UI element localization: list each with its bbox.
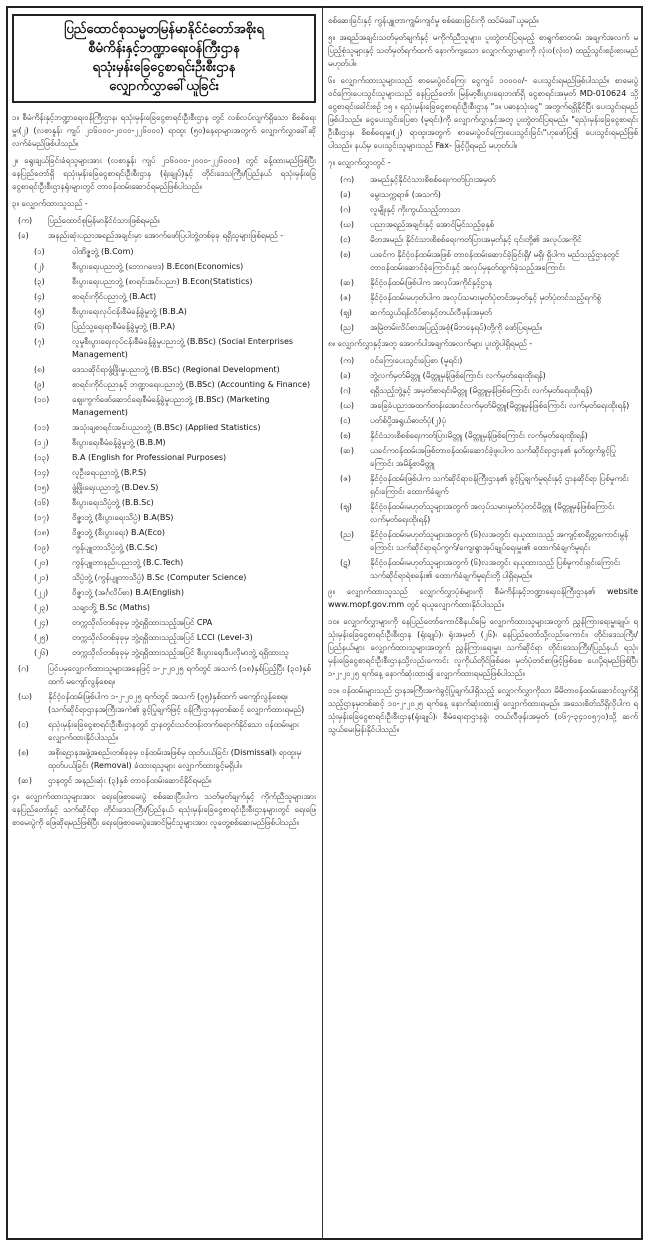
degree-item	[12, 305, 316, 318]
right-paragraphs-after	[328, 585, 638, 736]
list-item-text: နိုင်ငံ့ဝန်ထမ်းဖြစ်ပါက အလုပ်အကိုင်နှင့်ဌာန	[370, 278, 493, 287]
list-item-text: နိုင်ငံ့ဝန်ထမ်းမဟုတ်ပါက အလုပ်သမားမှတ်ပုံတင်အမှတ်နှင့် မှတ်ပုံတင်သည့်ရက်စွဲ	[370, 293, 602, 302]
list-item-text: ပြည်ထောင်စုမြန်မာနိုင်ငံသားဖြစ်ရမည်။	[48, 216, 160, 225]
list-item	[328, 354, 638, 367]
degree-item	[12, 363, 316, 376]
degree-item-number: (၁၈)	[34, 528, 50, 537]
degree-item-text: သိပ္ပံဘွဲ့ (ကွန်ပျူတာသိပ္ပံ) B.Sc (Computer Science)	[72, 573, 247, 582]
degree-item-text: ဒေသဆိုင်ရာဖွံ့ဖြိုးမှုပညာဘွဲ့ (B.BSc) (Regional Development)	[72, 365, 280, 374]
degree-item	[12, 601, 316, 614]
paragraph: ၇။ လျှောက်လွှာတွင် -	[328, 158, 391, 167]
paragraph: ၃။ လျှောက်ထားသူသည် -	[12, 199, 88, 208]
paragraph: ၁။ စီမံကိန်းနှင့်ဘဏ္ဍာရေးဝန်ကြီးဌာန၊ ရသုံးမှန်းခြေငွေစာရင်းဦးစီးဌာန တွင် လစ်လပ်လျက်ရှိသော စိစစ်ရေးမှူး(၂) (လစာနှုန်း ကျပ် ၂၁၆၀၀၀-၂၀၀၀-၂၂၆၀၀၀) ရာထူး (၅၀)နေရာများအတွက် လျှောက်လွှာခေါ်ဆို လက်ခံမည်ဖြစ်ပါသည်။	[12, 113, 316, 148]
degree-item-number: (၃)	[34, 277, 45, 286]
list-item	[328, 173, 638, 186]
degree-item-text: ဝါဏိဇ္ဇဘွဲ့ (B.Com)	[72, 247, 134, 256]
degree-item-number: (၂၄)	[34, 618, 49, 627]
degree-item-text: သချာင်္ဘွဲ့ B.Sc (Maths)	[72, 603, 151, 612]
list-item-number: (ဈ)	[340, 308, 352, 317]
list-item	[328, 369, 638, 382]
list-item-number: (ဈ)	[340, 502, 352, 511]
list-item-number: (ည)	[340, 530, 354, 539]
degree-item-number: (၇)	[34, 337, 45, 346]
degree-item	[12, 526, 316, 539]
list-item-number: (ဋ)	[340, 558, 351, 567]
list-item	[328, 429, 638, 442]
degree-item-number: (၁၃)	[34, 453, 50, 462]
paragraph: ၂။ ရွေးချယ်ခြင်းခံရသူများအား (လစာနှုန်း ကျပ် ၂၁၆၀၀၀-၂၀၀၀-၂၂၆၀၀၀) တွင် ခန့်ထားမည်ဖြစ်ပြီး နေပြည်တော်ရှိ ရသုံးမှန်းခြေငွေစာရင်းဦးစီးဌာန (ရုံးချုပ်)နှင့် တိုင်းဒေသကြီး/ပြည်နယ် ရသုံးမှန်းခြေငွေစာရင်းဦးစီးဌာနရုံးများတွင် တာဝန်ထမ်းဆောင်ရမည်ဖြစ်ပါသည်။	[12, 156, 316, 191]
degree-item-number: (၁၇)	[34, 513, 50, 522]
degree-item	[12, 451, 316, 464]
list-item	[328, 276, 638, 289]
degree-item-number: (၁၉)	[34, 543, 50, 552]
degree-item-number: (၆)	[34, 322, 45, 331]
degree-item-number: (၁၄)	[34, 468, 50, 477]
degree-item-number: (၁၅)	[34, 483, 50, 492]
degree-item-text: ဝိဇ္ဇာဘွဲ့ (စီးပွားရေး) B.A(Eco)	[72, 528, 166, 537]
list-item	[328, 528, 638, 554]
degree-item-number: (၁)	[34, 247, 45, 256]
degree-item-text: ကွန်ပျူတာသိပ္ပံဘွဲ့ (B.C.Sc)	[72, 543, 158, 552]
list-item-text: ဘွဲ့လက်မှတ်မိတ္တူ (မိတ္တူမှန်ဖြစ်ကြောင်း လက်မှတ်ရေးထိုးရန်)	[370, 371, 546, 380]
degree-item-text: တက္ကသိုလ်တစ်ခုခုမှ ဘွဲ့ရရှိထားသည့်အပြင် LCCI (Level-3)	[72, 633, 253, 642]
degree-item-text: ပြည်သူ့ရေးရာစီမံခန့်ခွဲမှုဘွဲ့ (B.P.A)	[72, 322, 176, 331]
list-item-number: (ခ)	[18, 231, 29, 240]
list-item-number: (ဆ)	[340, 446, 354, 455]
degree-item-text: B.A (English for Professional Purposes)	[72, 453, 227, 462]
paragraph: ၅။ အရည်အချင်းသတ်မှတ်ချက်နှင့် မကိုက်ညီသူများ၊ ပူးတွဲတင်ပြရမည့် စာရွက်စာတမ်း အချက်အလက် မပြည့်စုံသူများနှင့် သတ်မှတ်ရက်ထက် နောက်ကျသော လျှောက်လွှာများကို လုံးဝ(လုံးဝ) ထည့်သွင်းစဉ်းစားမည်မဟုတ်ပါ။	[328, 33, 638, 68]
list-item-text: မွေးသက္ကရာဇ် (အသက်)	[370, 190, 441, 199]
degree-item-text: လူမှုစီးပွားရေးလုပ်ငန်းစီမံခန့်ခွဲမှုပညာဘွဲ့ (B.BSc) (Social Enterprises Management)	[72, 337, 294, 359]
list-item-number: (စ)	[340, 431, 351, 440]
column-divider	[322, 6, 323, 1240]
list-item-text: ပညာအရည်အချင်းနှင့် အောင်မြင်သည့်ခုနှစ်	[370, 220, 495, 229]
list-item-text: ဌာနတွင် အနည်းဆုံး (၃)နှစ် တာဝန်ထမ်းဆောင်နိုင်ရမည်။	[48, 776, 212, 785]
attachments-list	[328, 354, 638, 582]
list-item	[12, 229, 316, 242]
list-item	[328, 291, 638, 304]
paragraph: ၄။ လျှောက်ထားသူများအား ရေးဖြေစာမေးပွဲ စစ်ဆေးပြီးပါက သတ်မှတ်ချက်နှင့် ကိုက်ညီသူများအား နေပြည်တော်နှင့် သက်ဆိုင်ရာ တိုင်းဒေသကြီး/ပြည်နယ် ရသုံးမှန်းခြေငွေစာရင်းဦးစီးဌာနများတွင် ရေးဖြေစာမေးပွဲကို ဖြေဆိုရမည်ဖြစ်ပြီး ရေးဖြေစာမေးပွဲအောင်မြင်သူများအား လူတွေ့စစ်ဆေးမည်ဖြစ်ပါသည်။	[12, 792, 316, 827]
degree-item	[12, 586, 316, 599]
degree-item-number: (၁၁)	[34, 423, 50, 432]
paragraph: စစ်ဆေးခြင်းနှင့် ကွန်ပျူတာကျွမ်းကျင်မှု စစ်ဆေးခြင်းကို ထပ်မံခေါ်ယူမည်။	[328, 16, 539, 25]
attachments-heading: ၈။ လျှောက်လွှာနှင့်အတူ အောက်ပါအချက်အလက်များ ပူးတွဲပါရှိရမည် -	[328, 339, 533, 348]
list-item-number: (ဃ)	[340, 220, 355, 229]
degree-item-text: စီးပွားရေးပညာဘွဲ့ (စာရင်းအင်းပညာ) B.Econ(Statistics)	[72, 277, 253, 286]
paragraph: ၁၀။ လျှောက်လွှာများကို နေပြည်တော်ကောင်စီနယ်မြေ လျှောက်ထားသူများအတွက် ညွှန်ကြားရေးမှူးချုပ်၊ ရသုံးမှန်းခြေငွေစာရင်းဦးစီးဌာန (ရုံးချုပ်)၊ ရုံးအမှတ် (၂၆)၊ နေပြည်တော်သို့လည်းကောင်း၊ တိုင်းဒေသကြီး/ပြည်နယ်များ လျှောက်ထားသူများအတွက် ညွှန်ကြားရေးမှူး၊ သက်ဆိုင်ရာ တိုင်းဒေသကြီး/ပြည်နယ် ရသုံးမှန်းခြေငွေစာရင်းဦးစီးဌာနသို့လည်းကောင်း လူကိုယ်တိုင်ဖြစ်စေ၊ မှတ်ပုံတင်စာဖြင့်ဖြစ်စေ ပေးပို့ရမည်ဖြစ်ပြီး ၁-၂-၂၀၂၅ ရက်နေ့ နောက်ဆုံးထား၍ လျှောက်ထားရမည်ဖြစ်ပါသည်။	[328, 617, 638, 678]
list-item-number: (က)	[340, 175, 355, 184]
degree-item-number: (၂၀)	[34, 558, 49, 567]
list-item-text: ရသုံးမှန်းခြေငွေစာရင်းဦးစီးဌာနတွင် ဌာနတွင်းသင်တန်းတက်ရောက်နိုင်သော ဝန်ထမ်းများလျှောက်ထားနိုင်ပါသည်။	[48, 720, 299, 742]
left-column	[12, 14, 316, 1236]
list-item	[328, 188, 638, 201]
degree-item-text: ဝိဇ္ဇာဘွဲ့ (အင်္ဂလိပ်စာ) B.A(English)	[72, 588, 184, 597]
list-item-number: (င)	[340, 235, 351, 244]
list-item-number: (စ)	[18, 748, 29, 757]
list-item-number: (ဇ)	[340, 293, 351, 302]
list-item-number: (င)	[340, 416, 351, 425]
list-item	[12, 690, 316, 716]
eligibility-list	[12, 662, 316, 787]
degree-list	[12, 245, 316, 659]
list-item	[12, 214, 316, 227]
degree-item-text: အသုံးချစာရင်းအင်းပညာဘွဲ့ (B.BSc) (Applied Statistics)	[72, 423, 261, 432]
degree-item	[12, 393, 316, 419]
list-item-text: အစိုးရဌာနအဖွဲ့အစည်းတစ်ခုခုမှ ဝန်ထမ်းအဖြစ်မှ ထုတ်ပယ်ခြင်း (Dismissal)၊ ရာထူးမှထုတ်ပယ်ခြင်း (Removal) ခံထားရသူများ လျှောက်ထားခွင့်မရှိပါ။	[48, 748, 302, 770]
degree-item-number: (၉)	[34, 380, 45, 389]
degree-item-text: စာရင်းကိုင်ပညာဘွဲ့ (B.Act)	[72, 292, 157, 301]
list-item	[328, 500, 638, 526]
list-item-number: (က)	[340, 356, 355, 365]
degree-item	[12, 511, 316, 524]
list-item-text: အမည်နှင့်နိုင်ငံသားစိစစ်ရေးကတ်ပြားအမှတ်	[370, 175, 496, 184]
qualification-list	[12, 214, 316, 242]
list-item-number: (ဆ)	[340, 278, 354, 287]
degree-item	[12, 541, 316, 554]
degree-item-text: စီးပွားရေးပညာဘွဲ့ (ဘောဂဗေဒ) B.Econ(Economics)	[72, 262, 244, 271]
degree-item-text: စီးပွားရေးလုပ်ငန်းစီမံခန့်ခွဲမှုဘွဲ့ (B.B.A)	[72, 307, 187, 316]
degree-item	[12, 320, 316, 333]
degree-item-number: (၅)	[34, 307, 45, 316]
degree-item	[12, 466, 316, 479]
list-item-text: အနည်းဆုံးပညာအရည်အချင်းမှာ အောက်ဖော်ပြပါဘွဲ့တစ်ခုခု ရရှိသူများဖြစ်ရမည် -	[48, 231, 284, 240]
list-item-number: (ဂ)	[18, 664, 29, 673]
degree-item-number: (၂၁)	[34, 573, 49, 582]
paragraph: ၁၁။ ဝန်ထမ်းများသည် ဌာနအကြီးအကဲခွင့်ပြုချက်ပါရှိသည့် လျှောက်လွှာကိုသာ မိမိတာဝန်ထမ်းဆောင်လျက်ရှိသည့်ဌာနမှတစ်ဆင့် ၁၀-၂-၂၀၂၅ ရက်နေ့ နောက်ဆုံးထား၍ လျှောက်ထားရမည်။ အသေးစိတ်သိရှိလိုပါက ရသုံးမှန်းခြေငွေစာရင်းဦးစီးဌာန(ရုံးချုပ်)၊ စီမံရေးရာဌာနခွဲ၊ တယ်လီဖုန်းအမှတ် (၀၆၇-၃၄၁၀၅၇၀)သို့ ဆက်သွယ်မေးမြန်းနိုင်ပါသည်။	[328, 686, 638, 734]
degree-item-number: (၂)	[34, 262, 45, 271]
degree-item	[12, 556, 316, 569]
degree-item-number: (၈)	[34, 365, 45, 374]
degree-item-number: (၁၀)	[34, 395, 50, 404]
degree-item-text: လူဦးရေပညာဘွဲ့ (B.P.S)	[72, 468, 147, 477]
list-item-text: ပြင်ပမှလျှောက်ထားသူများအနေဖြင့် ၁-၂-၂၀၂၅ ရက်တွင် အသက် (၁၈)နှစ်ပြည့်ပြီး (၃၀)နှစ်ထက် မကျော်လွန်စေရ။	[48, 664, 311, 686]
list-item-number: (ဇ)	[340, 474, 351, 483]
list-item-text: အမြဲတမ်းလိပ်စာအပြည့်အစုံ(မိဘနေရပ်)တို့ကို ဖော်ပြရမည်။	[370, 323, 543, 332]
degree-item-number: (၄)	[34, 292, 45, 301]
right-column	[328, 14, 638, 1236]
degree-item	[12, 275, 316, 288]
right-paragraphs	[328, 14, 638, 169]
title-box	[12, 14, 316, 103]
list-item-number: (ဂ)	[340, 386, 351, 395]
degree-item-number: (၂၂)	[34, 588, 49, 597]
degree-item-text: စီးပွားရေးစီမံခန့်ခွဲမှုဘွဲ့ (B.B.M)	[72, 438, 166, 447]
degree-item-number: (၂၅)	[34, 633, 49, 642]
list-item-text: ယခင်က နိုင်ငံ့ဝန်ထမ်းအဖြစ် တာဝန်ထမ်းဆောင်ခဲ့ခြင်းရှိ/ မရှိ၊ ရှိပါက မည်သည့်ဌာနတွင် တာဝန်ထမ်းဆောင်ခဲ့ကြောင်းနှင့် အလုပ်မှနုတ်ထွက်ခဲ့သည့်အကြောင်း	[370, 250, 620, 272]
degree-item	[12, 616, 316, 629]
list-item	[328, 233, 638, 246]
list-item	[12, 662, 316, 688]
list-item-text: ပတ်စ်ပို့အရွယ်ဓာတ်ပုံ(၂)ပုံ	[370, 416, 446, 425]
list-item-text: ဝင်ကြေးပေးသွင်းပြေစာ (မူရင်း)	[370, 356, 463, 365]
list-item-text: ရရှိသည့်ဘွဲ့နှင့် အမှတ်စာရင်းမိတ္တူ (မိတ္တူမှန်ဖြစ်ကြောင်း လက်မှတ်ရေးထိုးရန်)	[370, 386, 593, 395]
list-item-text: နိုင်ငံ့ဝန်ထမ်းမဟုတ်သူများအတွက် အလုပ်သမားမှတ်ပုံတင်မိတ္တူ (မိတ္တူမှန်ဖြစ်ကြောင်း လက်မှတ်ရေးထိုးရန်)	[370, 502, 615, 524]
paragraph: ၆။ လျှောက်ထားသူများသည် စာမေးပွဲဝင်ကြေး ငွေကျပ် ၁၀၀၀၀/- ပေးသွင်းရမည်ဖြစ်ပါသည်။ စာမေးပွဲဝင်ကြေးပေးသွင်းသူများသည် နေပြည်တော်၊ မြန်မာ့စီးပွားရေးဘဏ်ရှိ ငွေစာရင်းအမှတ် MD-010624 သို့ ငွေစာရင်းခေါင်းစဉ် ၁၅ ။ ရသုံးမှန်းခြေငွေစာရင်းဦးစီးဌာန "ဒ။ ပဓာနသုံးငွေ" အတွက်ရရှိနိုင်ပြီး ပေးသွင်းရမည်ဖြစ်ပါသည်။ ငွေပေးသွင်းပြေစာ (မူရင်း)ကို လျှောက်လွှာနှင့်အတူ ပူးတွဲတင်ပြရမည်။ "ရသုံးမှန်းခြေငွေစာရင်းဦးစီးဌာန၊ စိစစ်ရေးမှူး(၂) ရာထူးအတွက် စာမေးပွဲဝင်ကြေးပေးသွင်းခြင်း"ဟုဖော်ပြ၍ ပေးသွင်းရမည်ဖြစ်ပါသည်။ နယ်မှ ပေးသွင်းသူများသည် Fax- ဖြင့်ပို့ရမည် မဟုတ်ပါ။	[328, 76, 638, 150]
list-item-text: နိုင်ငံ့ဝန်ထမ်းဖြစ်ပါက သက်ဆိုင်ရာဝန်ကြီးဌာန၏ ခွင့်ပြုချက်မူရင်းနှင့် ဌာနဆိုင်ရာ ပြစ်မှုကင်းရှင်းကြောင်း ထောက်ခံချက်	[370, 474, 629, 496]
degree-item-text: စာရင်းကိုင်ပညာနှင့် ဘဏ္ဍာရေးပညာဘွဲ့ (B.BSc) (Accounting & Finance)	[72, 380, 311, 389]
degree-item	[12, 436, 316, 449]
list-item	[328, 218, 638, 231]
degree-item	[12, 290, 316, 303]
list-item-text: နိုင်ငံ့ဝန်ထမ်းမဟုတ်သူများအတွက် (၆)လအတွင်း ရယူထားသည့် အကျင့်စာရိတ္တကောင်းမွန်ကြောင်း သက်ဆိုင်ရာရပ်ကွက်/ကျေးရွာအုပ်ချုပ်ရေးမှူး၏ ထောက်ခံချက်မူရင်း	[370, 530, 629, 552]
list-item	[12, 718, 316, 744]
list-item-number: (ည)	[340, 323, 354, 332]
list-item-text: လူမျိုးနှင့် ကိုးကွယ်သည့်ဘာသာ	[370, 205, 461, 214]
degree-item	[12, 260, 316, 273]
list-item	[12, 746, 316, 772]
list-item-text: အခြေခံပညာအထက်တန်းအောင်လက်မှတ်မိတ္တူ(မိတ္တူမှန်ဖြစ်ကြောင်း လက်မှတ်ရေးထိုးရန်)	[370, 401, 630, 410]
left-paragraphs-after	[12, 790, 316, 829]
degree-item	[12, 481, 316, 494]
list-item-number: (ဆ)	[18, 776, 32, 785]
title-line-department: ရသုံးမှန်းခြေငွေစာရင်းဦးစီးဌာန	[92, 60, 236, 75]
degree-item	[12, 335, 316, 361]
degree-item-text: ဈေးကွက်ဖော်ဆောင်ရေးစီမံခန့်ခွဲမှုပညာဘွဲ့ (B.BSc) (Marketing Management)	[72, 395, 270, 417]
list-item-text: ယခင်ကဝန်ထမ်းအဖြစ်တာဝန်ထမ်းဆောင်ခဲ့ဖူးပါက သက်ဆိုင်ရာဌာန၏ နုတ်ထွက်ခွင့်ပြုကြောင်း အမိန့်စာမိတ္တူ	[370, 446, 616, 468]
degree-item	[12, 421, 316, 434]
list-item-text: မိဘအမည်၊ နိုင်ငံသားစိစစ်ရေးကတ်ပြားအမှတ်နှင့် ၎င်းတို့၏ အလုပ်အကိုင်	[370, 235, 582, 244]
list-item	[328, 306, 638, 319]
list-item	[328, 399, 638, 412]
paragraph: ၉။ လျှောက်ထားသူသည် လျှောက်လွှာပုံစံများကို စီမံကိန်းနှင့်ဘဏ္ဍာရေးဝန်ကြီးဌာန၏ website www.mopf.gov.mm တွင် ရယူလျှောက်ထားနိုင်ပါသည်။	[328, 587, 638, 609]
degree-item-text: ဝိဇ္ဇာဘွဲ့ (စီးပွားရေးသိပ္ပံ) B.A(BS)	[72, 513, 174, 522]
list-item-text: နိုင်ငံသားစိစစ်ရေးကတ်ပြားမိတ္တူ (မိတ္တူမှန်ဖြစ်ကြောင်း လက်မှတ်ရေးထိုးရန်)	[370, 431, 588, 440]
left-paragraphs	[12, 111, 316, 210]
title-line-call-for-applications: လျှောက်လွှာခေါ်ယူခြင်း	[109, 79, 219, 94]
degree-item	[12, 245, 316, 258]
list-item-number: (ဂ)	[340, 205, 351, 214]
list-item	[328, 414, 638, 427]
list-item	[12, 774, 316, 787]
list-item-number: (ခ)	[340, 371, 351, 380]
list-item	[328, 384, 638, 397]
list-item	[328, 203, 638, 216]
list-item-text: နိုင်ငံ့ဝန်ထမ်းမဟုတ်သူများအတွက် (၆)လအတွင်း ရယူထားသည့် ပြစ်မှုကင်းရှင်းကြောင်း သက်ဆိုင်ရာရဲစခန်း၏ ထောက်ခံချက်မူရင်းတို့ ပါရှိရမည်။	[370, 558, 621, 580]
degree-item	[12, 378, 316, 391]
degree-item	[12, 646, 316, 659]
degree-item-text: တက္ကသိုလ်တစ်ခုခုမှ ဘွဲ့ရရှိထားသည့်အပြင် CPA	[72, 618, 213, 627]
list-item-text: နိုင်ငံ့ဝန်ထမ်းဖြစ်ပါက ၁-၂-၂၀၂၅ ရက်တွင် အသက် (၃၅)နှစ်ထက် မကျော်လွန်စေရ။ (သက်ဆိုင်ရာဌာနအကြီးအကဲ၏ ခွင့်ပြုချက်ဖြင့် ဝန်ကြီးဌာနမှတစ်ဆင့် လျှောက်ထားရမည်)	[48, 692, 305, 714]
degree-item-number: (၁၆)	[34, 498, 50, 507]
list-item-number: (က)	[18, 216, 33, 225]
list-item-text: ဆက်သွယ်ရန်လိပ်စာနှင့်တယ်လီဖုန်းအမှတ်	[370, 308, 492, 317]
list-item	[328, 321, 638, 334]
title-line-government: ပြည်ထောင်စုသမ္မတမြန်မာနိုင်ငံတော်အစိုးရ	[64, 22, 264, 37]
degree-item	[12, 496, 316, 509]
list-item-number: (ခ)	[340, 190, 351, 199]
degree-item-text: ကွန်ပျူတာနည်းပညာဘွဲ့ (B.C.Tech)	[72, 558, 184, 567]
list-item	[328, 248, 638, 274]
title-line-ministry: စီမံကိန်းနှင့်ဘဏ္ဍာရေးဝန်ကြီးဌာန	[88, 41, 240, 56]
degree-item-number: (၂၆)	[34, 648, 49, 657]
degree-item	[12, 631, 316, 644]
degree-item-text: ဖွံ့ဖြိုးရေးပညာဘွဲ့ (B.Dev.S)	[72, 483, 159, 492]
application-contents-list	[328, 173, 638, 334]
list-item-number: (စ)	[340, 250, 351, 259]
list-item-number: (င)	[18, 720, 29, 729]
list-item	[328, 472, 638, 498]
degree-item-text: စီးပွားရေးသိပ္ပံဘွဲ့ (B.B.Sc)	[72, 498, 154, 507]
degree-item-number: (၁၂)	[34, 438, 49, 447]
degree-item	[12, 571, 316, 584]
list-item-number: (ဃ)	[18, 692, 33, 701]
list-item	[328, 556, 638, 582]
list-item-number: (ဃ)	[340, 401, 355, 410]
list-item	[328, 444, 638, 470]
degree-item-text: တက္ကသိုလ်တစ်ခုခုမှ ဘွဲ့ရရှိထားသည့်အပြင် စီးပွားရေးဒီပလိုမာဘွဲ့ ရရှိထားသူ	[72, 648, 289, 657]
degree-item-number: (၂၃)	[34, 603, 49, 612]
